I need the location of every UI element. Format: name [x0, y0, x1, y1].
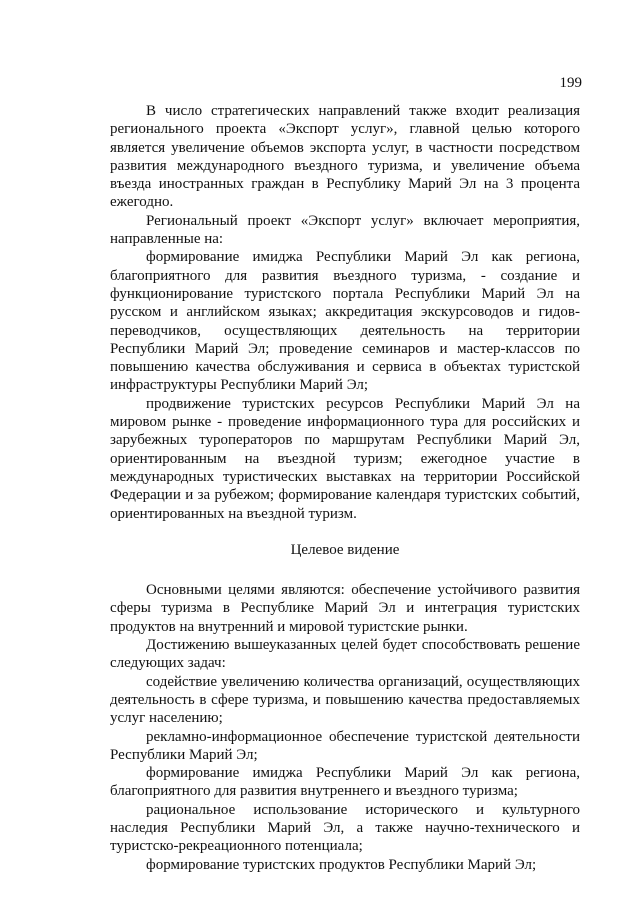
paragraph-world-market-promotion: продвижение туристских ресурсов Республики Марий Эл на мировом рынке - проведение информационного тура для российских и зарубежных туроператоров по маршрутам Республики Марий Эл, ориентированным на въездной туризм; ежегодное участие в международных туристических выставках на территории Российской Федерации и за рубежом; формирование календаря туристских событий, ориентированных на въездной туризм. [110, 395, 580, 522]
document-body [110, 102, 580, 874]
paragraph-export-services-intro: В число стратегических направлений также входит реализация регионального проекта «Экспорт услуг», главной целью которого является увеличение объемов экспорта услуг, в частности посредством развития международного въездного туризма, и увеличение объема въезда иностранных граждан в Республику Марий Эл на 3 процента ежегодно. [110, 103, 580, 211]
paragraph-task-organizations: содействие увеличению количества организаций, осуществляющих деятельность в сфере туризма, и повышению качества предоставляемых услуг населению; [110, 673, 580, 727]
paragraph-main-goals: Основными целями являются: обеспечение устойчивого развития сферы туризма в Республике Марий Эл и интеграция туристских продуктов на внутренний и мировой туристские рынки. [110, 582, 580, 635]
paragraph-image-formation: формирование имиджа Республики Марий Эл как региона, благоприятного для развития въездного туризма, - создание и функционирование туристского портала Республики Марий Эл на русском и английском языках; аккредитация экскурсоводов и гидов-переводчиков, осуществляющих деятельность на территории Республики Марий Эл; проведение семинаров и мастер-классов по повышению качества обслуживания и сервиса в объектах туристской инфраструктуры Республики Марий Эл; [110, 249, 580, 394]
page-number: 199 [559, 75, 582, 91]
paragraph-task-products: формирование туристских продуктов Республики Марий Эл; [146, 856, 537, 873]
paragraph-task-image: формирование имиджа Республики Марий Эл как региона, благоприятного для развития внутреннего и въездного туризма; [110, 765, 580, 800]
paragraph-task-advertising: рекламно-информационное обеспечение туристской деятельности Республики Марий Эл; [110, 728, 580, 763]
paragraph-task-heritage: рациональное использование исторического и культурного наследия Республики Марий Эл, а также научно-технического и туристско-рекреационного потенциала; [110, 801, 580, 855]
paragraph-project-measures: Региональный проект «Экспорт услуг» включает мероприятия, направленные на: [110, 212, 580, 248]
section-heading: Целевое видение [290, 541, 400, 558]
paragraph-tasks-intro: Достижению вышеуказанных целей будет способствовать решение следующих задач: [110, 637, 580, 672]
